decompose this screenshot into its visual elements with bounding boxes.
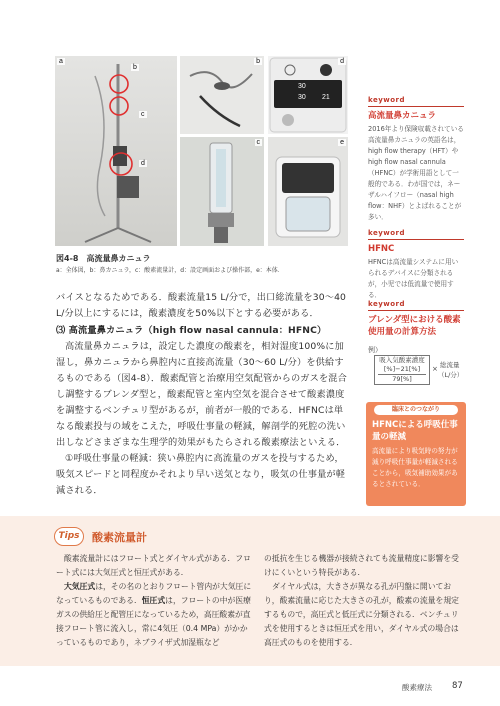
figure-subcaption: a：全体図，b：鼻カニュラ，c：酸素流量計，d：設定画面および操作部，e：本体． xyxy=(56,267,284,274)
tips-term: 大気圧式 xyxy=(64,582,96,591)
keyword-title: 高流量鼻カニュラ xyxy=(368,111,437,121)
page-number: 87 xyxy=(452,681,463,691)
clinical-connection-label: 臨床とのつながり xyxy=(374,405,458,415)
photo-letter-b-small: b xyxy=(133,64,137,71)
keyword-title: HFNC xyxy=(368,244,395,254)
photo-full-view xyxy=(55,56,177,246)
body-text xyxy=(56,290,348,499)
keyword-text: 2016年より保険収載されている高流量鼻カニュラの英語名は，high flow therapy（HFT）やhigh flow nasal cannula（HFNC）が学術用語として一般的である．わが国では，ネーザルハイフロー（nasal high flow：NHF）とよばれることが多い． xyxy=(368,125,464,221)
tips-title: 酸素流量計 xyxy=(92,531,147,544)
flowmeter-illustration xyxy=(180,137,264,246)
photo-letter-c: c xyxy=(256,139,260,146)
keyword-tag: keyword xyxy=(368,229,464,240)
formula-denominator: 79[%] xyxy=(392,375,412,383)
formula-example: 例） xyxy=(368,346,382,354)
keyword-hfnc xyxy=(368,229,464,301)
photo-letter-c-small: c xyxy=(141,111,145,118)
tips-text: ダイヤル式は，大きさが異なる孔が円盤に開いており，酸素流量に応じた大きさの孔が，酸素の流量を規定するもので，高圧式と低圧式に分類される．ベンチュリ式を使用するときは恒圧式を用い，ダイヤル式の場合は高圧式のものを使用する． xyxy=(264,582,459,647)
keyword-title: ブレンダ型における酸素使用量の計算方法 xyxy=(368,315,461,337)
device-panel-illustration xyxy=(268,56,348,134)
keyword-tag: keyword xyxy=(368,96,464,107)
photo-letter-d-small: d xyxy=(141,160,145,167)
clinical-connection-title: HFNCによる呼吸仕事量の軽減 xyxy=(372,420,458,442)
keyword-tag: keyword xyxy=(368,300,464,311)
main-unit-illustration xyxy=(268,137,348,246)
clinical-connection-text: 高流量により吸気時の努力が減り呼吸仕事量が軽減されることから，吸気補助効果があるとされている． xyxy=(372,447,458,488)
photo-letter-e: e xyxy=(340,139,344,146)
paragraph-work-of-breathing: ①呼吸仕事量の軽減：狭い鼻腔内に高流量のガスを投与するため，吸気スピードと同程度かそれより早い送気となり，吸気の仕事量が軽減される． xyxy=(56,453,346,496)
formula-total-label: 総流量 xyxy=(440,361,460,369)
formula-numerator-2: [%]−21[%] xyxy=(378,365,426,375)
figure-caption: 図4-8 高流量鼻カニュラ xyxy=(56,254,151,263)
keyword-text: HFNCは高流量システムに用いられるデバイスに分類されるが，小児では低流量で使用する． xyxy=(368,258,459,299)
photo-letter-b: b xyxy=(256,58,260,65)
tips-text: の抵抗を生じる機器が接続されても流量精度に影響を受けにくいという特長がある． xyxy=(264,554,459,577)
cannula-illustration xyxy=(180,56,264,134)
tips-paragraph xyxy=(56,580,252,650)
photo-letter-d: d xyxy=(340,58,344,65)
footer-section-name: 酸素療法 xyxy=(402,683,432,692)
tips-text: 酸素流量計にはフロート式とダイヤル式がある．フロート式には大気圧式と恒圧式がある． xyxy=(56,554,251,577)
paragraph-continued: バイスとなるためである．酸素流量15 L/分で，出口総流量を30〜40 L/分以上にするには，酸素濃度を50%以下とする必要がある． xyxy=(56,292,347,319)
photo-flow-meter xyxy=(180,137,264,246)
formula-times: × xyxy=(432,365,438,373)
screen-value-right: 21 xyxy=(322,94,330,101)
tips-column-left xyxy=(56,552,252,650)
tips-term: 恒圧式 xyxy=(141,596,166,605)
tips-badge: Tips xyxy=(54,527,84,546)
stand-illustration xyxy=(55,56,177,246)
screen-value-mid: 30 xyxy=(298,94,306,101)
photo-main-unit xyxy=(268,137,348,246)
tips-text: は，その名のとおりフロート管内が大気圧になっているものである． xyxy=(56,582,252,605)
clinical-connection-box xyxy=(366,402,466,506)
photo-settings-screen xyxy=(268,56,348,134)
tips-column-right xyxy=(264,552,460,650)
keyword-oxygen-calc xyxy=(368,300,464,338)
paragraph-hfnc: 高流量鼻カニュラは，設定した濃度の酸素を，相対湿度100%に加湿し，鼻カニュラから鼻腔内に直接高流量（30〜60 L/分）を供給するものである（図4-8）．酸素配管と治療用空気配管からのガスを混合し調整するブレンダ型と，酸素配管と室内空気を混合させて酸素濃度を調整するベンチュリ型があるが，前者が一般的である．HFNCは単なる酸素投与の域をこえた，呼吸仕事量の軽減，解剖学的死腔の洗い出しなどさまざまな生理学的効果がもたらされる酸素療法といえる． xyxy=(56,341,347,448)
section-heading-hfnc: ⑶ 高流量鼻カニュラ（high flow nasal cannula：HFNC） xyxy=(56,325,327,336)
tips-section xyxy=(0,516,500,666)
tips-text: は，フロートの中が医療ガスの供給圧と配管圧になっているため，高圧酸素が直接フロート管に流入し，常に4気圧（0.4 MPa）がかかっているものであり，ネブライザ式加湿瓶など xyxy=(56,596,251,647)
photo-letter-a: a xyxy=(59,58,63,65)
screen-value-top: 30 xyxy=(298,83,306,90)
formula-total-unit: （L/分） xyxy=(438,371,464,379)
formula-numerator: 吸入気酸素濃度 xyxy=(379,356,425,364)
formula-fraction xyxy=(374,355,430,385)
keyword-high-flow-cannula xyxy=(368,96,464,223)
photo-nasal-cannula xyxy=(180,56,264,134)
